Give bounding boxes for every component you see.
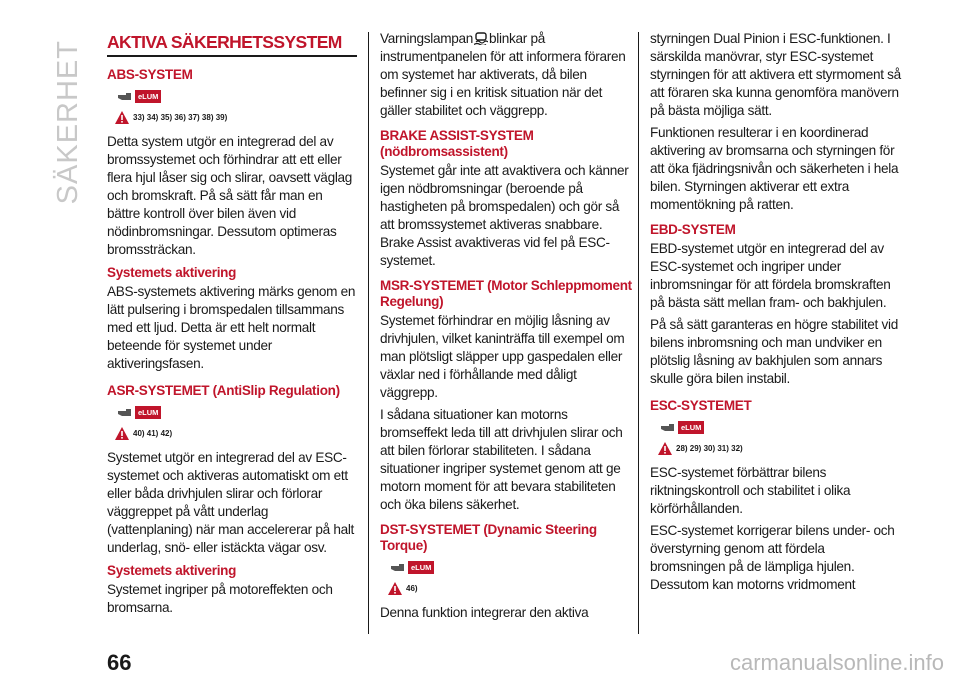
pointing-hand-icon: [660, 421, 676, 433]
esc-warning-lamp-icon: [474, 32, 488, 45]
brake-assist-heading: BRAKE ASSIST-SYSTEM (nödbromsassistent): [380, 128, 534, 159]
elum-reference: [660, 418, 902, 436]
column-divider: [638, 32, 639, 634]
lamp-text-before: Varningslampan: [380, 31, 474, 46]
title-rule: [107, 55, 357, 57]
abs-subheading: Systemets aktivering: [107, 265, 237, 280]
dst-paragraph: Denna funktion integrerar den aktiva: [380, 605, 589, 620]
warning-refs: 28) 29) 30) 31) 32): [676, 443, 743, 453]
elum-reference: [390, 558, 632, 576]
abs-heading: ABS-SYSTEM: [107, 67, 193, 82]
msr-paragraph-1: Systemet förhindrar en möjlig låsning av drivhjulen, vilket kaninträffa till exempel om man plötsligt släpper upp gaspedalen eller växlar ned i förhållande med dåligt väggrepp.: [380, 313, 625, 400]
column-2: [380, 30, 632, 626]
pointing-hand-icon: [117, 406, 133, 418]
warning-reference: [658, 440, 902, 456]
watermark: carmanualsonline.info: [729, 650, 944, 675]
ebd-heading: EBD-SYSTEM: [650, 222, 736, 237]
elum-badge: eLUM: [678, 421, 704, 434]
warning-refs: 46): [406, 583, 418, 593]
dst-continued-paragraph: styrningen Dual Pinion i ESC-funktionen. I särskilda manövrar, styr ESC-systemet styrningen för att aktivera ett styrmoment så att föraren ska kunna genomföra manövern på bästa möjliga sätt.: [650, 31, 901, 118]
esc-heading: ESC-SYSTEMET: [650, 398, 752, 413]
asr-subheading: Systemets aktivering: [107, 563, 237, 578]
page-number: 66: [107, 650, 132, 675]
elum-badge: eLUM: [135, 406, 161, 419]
lamp-text-after: blinkar på instrumentpanelen för att informera föraren om systemet har aktiverats, då bilen befinner sig i en kritisk situation när det gäller stabilitet och väggrepp.: [380, 31, 626, 118]
column-1: [107, 30, 357, 621]
column-divider: [368, 32, 369, 634]
ebd-paragraph-2: På så sätt garanteras en högre stabilitet vid bilens inbromsning och man undviker en plötslig låsning av bakhjulen som annars skulle göra bilen instabil.: [650, 317, 898, 386]
page-title: AKTIVA SÄKERHETSSYSTEM: [107, 32, 342, 52]
column-3: [650, 30, 902, 598]
elum-reference: [117, 403, 357, 421]
pointing-hand-icon: [390, 561, 406, 573]
warning-reference: [115, 109, 357, 125]
asr-paragraph: Systemet utgör en integrerad del av ESC-systemet och aktiveras automatiskt om ett eller båda drivhjulen slirar och förlorar väggreppet på vått underlag (vattenplaning) när man accelererar på halt underlag, snö- eller istäckta vägar osv.: [107, 450, 355, 555]
brake-assist-paragraph: Systemet går inte att avaktivera och känner igen nödbromsningar (beroende på hastigheten på bromspedalen) och gör så att bromssystemet aktiveras snabbare. Brake Assist avaktiveras vid fel på ESC-systemet.: [380, 163, 629, 268]
dst-heading: DST-SYSTEMET (Dynamic Steering Torque): [380, 522, 597, 553]
msr-heading: MSR-SYSTEMET (Motor Schleppmoment Regelung): [380, 278, 632, 309]
warning-triangle-icon: [658, 442, 672, 455]
ebd-paragraph-1: EBD-systemet utgör en integrerad del av ESC-systemet och ingriper under inbromsningar för att fördela bromskraften på bästa sätt mellan fram- och bakhjulen.: [650, 241, 891, 310]
elum-badge: eLUM: [135, 90, 161, 103]
warning-refs: 40) 41) 42): [133, 428, 173, 438]
warning-reference: [115, 425, 357, 441]
section-side-tab: SÄKERHET: [52, 40, 84, 205]
warning-triangle-icon: [388, 582, 402, 595]
abs-activation-paragraph: ABS-systemets aktivering märks genom en lätt pulsering i bromspedalen tillsammans med ett ljud. Detta är ett helt normalt beteende för systemet under aktiveringsfasen.: [107, 284, 356, 371]
warning-refs: 33) 34) 35) 36) 37) 38) 39): [133, 112, 228, 122]
pointing-hand-icon: [117, 90, 133, 102]
elum-badge: eLUM: [408, 561, 434, 574]
asr-heading: ASR-SYSTEMET (AntiSlip Regulation): [107, 383, 340, 398]
elum-reference: [117, 87, 357, 105]
msr-paragraph-2: I sådana situationer kan motorns bromseffekt leda till att drivhjulen slirar och att bilen förlorar stabiliteten. I sådana situationer ingriper systemet genom att ge motorn moment för att bevara stabiliteten och öka bilens säkerhet.: [380, 407, 623, 512]
warning-triangle-icon: [115, 427, 129, 440]
esc-paragraph-2: ESC-systemet korrigerar bilens under- och överstyrning genom att fördela bromsningen på de lämpliga hjulen. Dessutom kan motorns vridmoment: [650, 523, 895, 592]
warning-reference: [388, 580, 632, 596]
abs-paragraph: Detta system utgör en integrerad del av bromssystemet och förhindrar att ett eller flera hjul låser sig och slirar, oavsett väglag och bromskraft. På så sätt får man en bättre kontroll över bilen även vid nödinbromsningar. Dessutom optimeras bromssträckan.: [107, 134, 353, 257]
asr-activation-paragraph: Systemet ingriper på motoreffekten och bromsarna.: [107, 582, 333, 615]
esc-lamp-paragraph: [380, 30, 632, 120]
warning-triangle-icon: [115, 111, 129, 124]
esc-paragraph-1: ESC-systemet förbättrar bilens riktningskontroll och stabilitet i olika körförhållanden.: [650, 465, 851, 516]
dst-function-paragraph: Funktionen resulterar i en koordinerad aktivering av bromsarna och styrningen för att öka fjädringsnivån och säkerheten i hela bilen. Styrningen aktiverar ett extra momentökning på ratten.: [650, 125, 899, 212]
